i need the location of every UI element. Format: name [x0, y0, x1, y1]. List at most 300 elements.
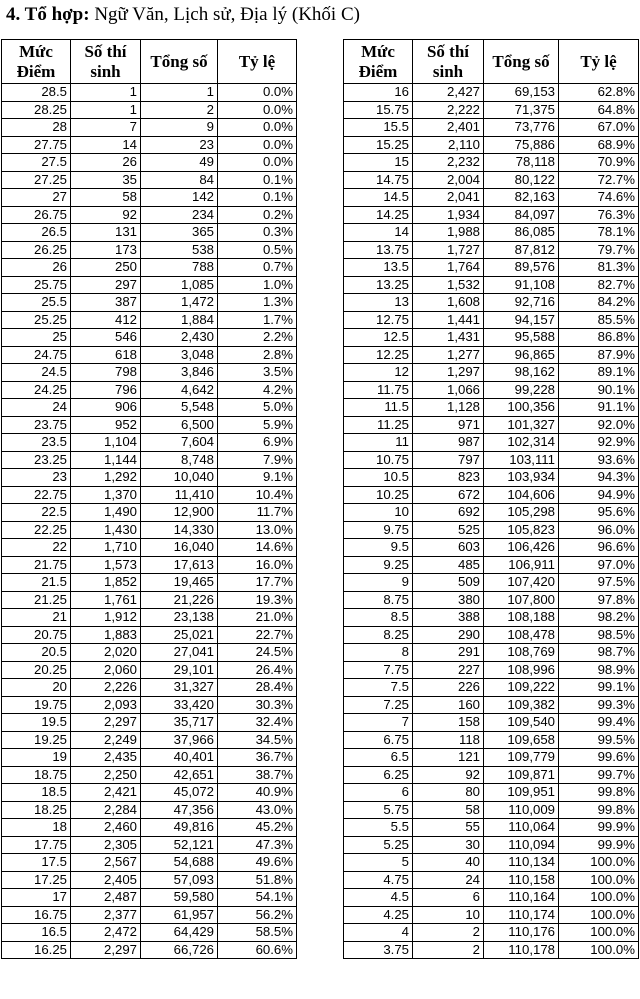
cell-count: 92	[71, 206, 141, 224]
cell-count: 160	[413, 696, 484, 714]
cell-score: 21.75	[2, 556, 71, 574]
table-row	[344, 836, 639, 854]
cell-total: 12,900	[141, 504, 218, 522]
cell-count: 2,377	[71, 906, 141, 924]
cell-score: 8	[344, 644, 413, 662]
table-row	[2, 784, 297, 802]
cell-count: 2,020	[71, 644, 141, 662]
cell-rate: 0.5%	[218, 241, 297, 259]
table-row	[344, 469, 639, 487]
table-row	[2, 556, 297, 574]
cell-total: 57,093	[141, 871, 218, 889]
cell-score: 16	[344, 84, 413, 102]
cell-count: 1,292	[71, 469, 141, 487]
cell-score: 24.25	[2, 381, 71, 399]
cell-rate: 96.6%	[559, 539, 639, 557]
cell-score: 9.75	[344, 521, 413, 539]
table-row	[2, 206, 297, 224]
cell-total: 104,606	[484, 486, 559, 504]
cell-count: 1	[71, 101, 141, 119]
header-count: Số thí sinh	[71, 40, 141, 84]
cell-rate: 32.4%	[218, 714, 297, 732]
table-row	[2, 101, 297, 119]
cell-total: 27,041	[141, 644, 218, 662]
cell-rate: 98.5%	[559, 626, 639, 644]
cell-score: 16.25	[2, 941, 71, 959]
cell-score: 5	[344, 854, 413, 872]
cell-rate: 0.7%	[218, 259, 297, 277]
cell-count: 80	[413, 784, 484, 802]
cell-score: 26.5	[2, 224, 71, 242]
cell-total: 234	[141, 206, 218, 224]
table-row	[2, 801, 297, 819]
cell-total: 2	[141, 101, 218, 119]
cell-score: 23.75	[2, 416, 71, 434]
table-row	[344, 521, 639, 539]
table-row	[344, 399, 639, 417]
cell-score: 25.25	[2, 311, 71, 329]
cell-count: 692	[413, 504, 484, 522]
cell-count: 2,110	[413, 136, 484, 154]
cell-count: 672	[413, 486, 484, 504]
cell-rate: 49.6%	[218, 854, 297, 872]
cell-rate: 19.3%	[218, 591, 297, 609]
cell-total: 5,548	[141, 399, 218, 417]
table-row	[2, 889, 297, 907]
cell-total: 105,823	[484, 521, 559, 539]
section-number: 4. Tổ hợp:	[6, 4, 90, 25]
cell-total: 6,500	[141, 416, 218, 434]
table-row	[2, 241, 297, 259]
cell-rate: 72.7%	[559, 171, 639, 189]
cell-total: 108,996	[484, 661, 559, 679]
cell-rate: 2.8%	[218, 346, 297, 364]
table-row	[2, 731, 297, 749]
table-row	[344, 119, 639, 137]
cell-rate: 99.6%	[559, 749, 639, 767]
cell-rate: 98.2%	[559, 609, 639, 627]
table-row	[2, 224, 297, 242]
cell-total: 23	[141, 136, 218, 154]
cell-score: 14	[344, 224, 413, 242]
cell-score: 26	[2, 259, 71, 277]
cell-count: 380	[413, 591, 484, 609]
table-row	[2, 644, 297, 662]
cell-rate: 100.0%	[559, 871, 639, 889]
table-row	[2, 381, 297, 399]
table-row	[344, 906, 639, 924]
table-row	[344, 661, 639, 679]
cell-score: 23	[2, 469, 71, 487]
cell-total: 109,779	[484, 749, 559, 767]
cell-count: 987	[413, 434, 484, 452]
cell-total: 110,164	[484, 889, 559, 907]
cell-score: 19	[2, 749, 71, 767]
table-row	[2, 679, 297, 697]
cell-rate: 98.7%	[559, 644, 639, 662]
table-row	[2, 539, 297, 557]
cell-count: 2,297	[71, 714, 141, 732]
cell-score: 28.5	[2, 84, 71, 102]
cell-count: 2,435	[71, 749, 141, 767]
cell-rate: 84.2%	[559, 294, 639, 312]
cell-total: 19,465	[141, 574, 218, 592]
cell-count: 525	[413, 521, 484, 539]
table-row	[2, 451, 297, 469]
cell-count: 2,222	[413, 101, 484, 119]
cell-rate: 0.1%	[218, 171, 297, 189]
cell-rate: 58.5%	[218, 924, 297, 942]
cell-count: 796	[71, 381, 141, 399]
cell-total: 3,048	[141, 346, 218, 364]
cell-total: 9	[141, 119, 218, 137]
cell-score: 10.25	[344, 486, 413, 504]
table-row	[344, 136, 639, 154]
cell-score: 8.5	[344, 609, 413, 627]
cell-total: 94,157	[484, 311, 559, 329]
cell-total: 37,966	[141, 731, 218, 749]
table-row	[2, 521, 297, 539]
table-row	[2, 504, 297, 522]
cell-score: 27.75	[2, 136, 71, 154]
table-body-left	[2, 84, 297, 959]
table-row	[344, 241, 639, 259]
header-rate: Tỷ lệ	[218, 40, 297, 84]
cell-count: 7	[71, 119, 141, 137]
table-row	[344, 84, 639, 102]
table-row	[344, 206, 639, 224]
cell-score: 6	[344, 784, 413, 802]
cell-total: 61,957	[141, 906, 218, 924]
table-row	[344, 696, 639, 714]
cell-count: 603	[413, 539, 484, 557]
cell-rate: 0.0%	[218, 154, 297, 172]
cell-count: 2,487	[71, 889, 141, 907]
table-row	[344, 434, 639, 452]
table-row	[2, 486, 297, 504]
cell-count: 24	[413, 871, 484, 889]
cell-rate: 74.6%	[559, 189, 639, 207]
cell-total: 788	[141, 259, 218, 277]
cell-rate: 1.3%	[218, 294, 297, 312]
cell-count: 26	[71, 154, 141, 172]
cell-rate: 99.7%	[559, 766, 639, 784]
cell-score: 27.25	[2, 171, 71, 189]
cell-rate: 100.0%	[559, 924, 639, 942]
cell-score: 4.5	[344, 889, 413, 907]
cell-rate: 7.9%	[218, 451, 297, 469]
cell-score: 14.75	[344, 171, 413, 189]
cell-score: 21	[2, 609, 71, 627]
cell-total: 98,162	[484, 364, 559, 382]
cell-count: 55	[413, 819, 484, 837]
cell-count: 1,710	[71, 539, 141, 557]
cell-rate: 2.2%	[218, 329, 297, 347]
cell-score: 15	[344, 154, 413, 172]
cell-total: 110,134	[484, 854, 559, 872]
cell-rate: 11.7%	[218, 504, 297, 522]
cell-score: 20.5	[2, 644, 71, 662]
cell-rate: 99.9%	[559, 836, 639, 854]
cell-score: 7.5	[344, 679, 413, 697]
table-row	[2, 696, 297, 714]
table-row	[344, 416, 639, 434]
table-row	[2, 626, 297, 644]
cell-score: 18	[2, 819, 71, 837]
table-row	[344, 574, 639, 592]
cell-total: 49,816	[141, 819, 218, 837]
cell-score: 28.25	[2, 101, 71, 119]
cell-count: 485	[413, 556, 484, 574]
cell-count: 1,934	[413, 206, 484, 224]
cell-rate: 100.0%	[559, 889, 639, 907]
score-table-right	[343, 39, 639, 959]
cell-total: 108,478	[484, 626, 559, 644]
cell-rate: 43.0%	[218, 801, 297, 819]
cell-score: 3.75	[344, 941, 413, 959]
cell-score: 20	[2, 679, 71, 697]
cell-score: 7.25	[344, 696, 413, 714]
table-row	[2, 749, 297, 767]
table-row	[344, 924, 639, 942]
table-row	[2, 346, 297, 364]
table-row	[344, 276, 639, 294]
table-row	[344, 749, 639, 767]
cell-count: 1,883	[71, 626, 141, 644]
cell-total: 42,651	[141, 766, 218, 784]
cell-rate: 96.0%	[559, 521, 639, 539]
cell-rate: 64.8%	[559, 101, 639, 119]
table-row	[2, 136, 297, 154]
cell-score: 15.75	[344, 101, 413, 119]
table-row	[344, 224, 639, 242]
cell-total: 73,776	[484, 119, 559, 137]
cell-count: 1,297	[413, 364, 484, 382]
cell-score: 16.75	[2, 906, 71, 924]
cell-total: 110,064	[484, 819, 559, 837]
cell-rate: 21.0%	[218, 609, 297, 627]
cell-count: 1,988	[413, 224, 484, 242]
cell-total: 1	[141, 84, 218, 102]
cell-rate: 1.0%	[218, 276, 297, 294]
cell-score: 9.5	[344, 539, 413, 557]
cell-count: 131	[71, 224, 141, 242]
table-row	[2, 119, 297, 137]
table-row	[2, 189, 297, 207]
cell-total: 64,429	[141, 924, 218, 942]
cell-rate: 100.0%	[559, 906, 639, 924]
cell-count: 1,104	[71, 434, 141, 452]
table-row	[344, 609, 639, 627]
cell-count: 2,427	[413, 84, 484, 102]
cell-rate: 99.4%	[559, 714, 639, 732]
cell-total: 1,884	[141, 311, 218, 329]
cell-total: 71,375	[484, 101, 559, 119]
cell-score: 15.5	[344, 119, 413, 137]
cell-count: 297	[71, 276, 141, 294]
table-row	[2, 259, 297, 277]
cell-total: 110,178	[484, 941, 559, 959]
cell-total: 1,085	[141, 276, 218, 294]
cell-count: 40	[413, 854, 484, 872]
cell-total: 8,748	[141, 451, 218, 469]
cell-total: 31,327	[141, 679, 218, 697]
header-count: Số thí sinh	[413, 40, 484, 84]
cell-score: 7.75	[344, 661, 413, 679]
table-row	[344, 294, 639, 312]
cell-total: 109,540	[484, 714, 559, 732]
header-total: Tổng số	[484, 40, 559, 84]
cell-rate: 99.8%	[559, 801, 639, 819]
table-row	[344, 556, 639, 574]
cell-rate: 100.0%	[559, 941, 639, 959]
cell-rate: 28.4%	[218, 679, 297, 697]
cell-total: 78,118	[484, 154, 559, 172]
cell-rate: 99.5%	[559, 731, 639, 749]
cell-total: 91,108	[484, 276, 559, 294]
table-row	[344, 329, 639, 347]
cell-total: 47,356	[141, 801, 218, 819]
cell-rate: 92.0%	[559, 416, 639, 434]
table-row	[2, 836, 297, 854]
cell-total: 110,174	[484, 906, 559, 924]
cell-count: 798	[71, 364, 141, 382]
cell-total: 109,382	[484, 696, 559, 714]
cell-rate: 26.4%	[218, 661, 297, 679]
cell-count: 226	[413, 679, 484, 697]
cell-total: 101,327	[484, 416, 559, 434]
table-row	[344, 346, 639, 364]
cell-score: 6.25	[344, 766, 413, 784]
cell-score: 12.5	[344, 329, 413, 347]
cell-count: 1,441	[413, 311, 484, 329]
cell-rate: 0.0%	[218, 84, 297, 102]
cell-score: 16.5	[2, 924, 71, 942]
table-row	[2, 311, 297, 329]
table-row	[344, 801, 639, 819]
cell-count: 121	[413, 749, 484, 767]
cell-count: 1,128	[413, 399, 484, 417]
table-row	[344, 504, 639, 522]
cell-score: 11	[344, 434, 413, 452]
cell-count: 2,284	[71, 801, 141, 819]
cell-total: 4,642	[141, 381, 218, 399]
table-row	[344, 941, 639, 959]
cell-total: 89,576	[484, 259, 559, 277]
cell-rate: 9.1%	[218, 469, 297, 487]
cell-score: 11.5	[344, 399, 413, 417]
cell-rate: 76.3%	[559, 206, 639, 224]
cell-count: 1,912	[71, 609, 141, 627]
cell-score: 25.75	[2, 276, 71, 294]
cell-count: 30	[413, 836, 484, 854]
cell-score: 22	[2, 539, 71, 557]
cell-count: 971	[413, 416, 484, 434]
cell-rate: 22.7%	[218, 626, 297, 644]
cell-count: 2,460	[71, 819, 141, 837]
cell-total: 110,176	[484, 924, 559, 942]
cell-total: 109,951	[484, 784, 559, 802]
cell-score: 18.5	[2, 784, 71, 802]
header-score: Mức Điểm	[344, 40, 413, 84]
cell-count: 173	[71, 241, 141, 259]
cell-total: 105,298	[484, 504, 559, 522]
header-total: Tổng số	[141, 40, 218, 84]
cell-rate: 78.1%	[559, 224, 639, 242]
cell-score: 22.75	[2, 486, 71, 504]
cell-rate: 14.6%	[218, 539, 297, 557]
table-row	[344, 171, 639, 189]
cell-score: 27.5	[2, 154, 71, 172]
cell-count: 618	[71, 346, 141, 364]
table-row	[2, 941, 297, 959]
cell-rate: 13.0%	[218, 521, 297, 539]
cell-score: 27	[2, 189, 71, 207]
cell-total: 103,934	[484, 469, 559, 487]
table-row	[2, 469, 297, 487]
cell-score: 21.25	[2, 591, 71, 609]
cell-count: 2,421	[71, 784, 141, 802]
cell-rate: 5.9%	[218, 416, 297, 434]
cell-score: 10.75	[344, 451, 413, 469]
cell-total: 52,121	[141, 836, 218, 854]
cell-score: 12.25	[344, 346, 413, 364]
cell-total: 35,717	[141, 714, 218, 732]
cell-total: 106,426	[484, 539, 559, 557]
cell-count: 546	[71, 329, 141, 347]
table-row	[344, 871, 639, 889]
cell-total: 21,226	[141, 591, 218, 609]
cell-score: 22.5	[2, 504, 71, 522]
cell-count: 1,761	[71, 591, 141, 609]
cell-total: 106,911	[484, 556, 559, 574]
cell-total: 86,085	[484, 224, 559, 242]
cell-rate: 0.1%	[218, 189, 297, 207]
cell-rate: 67.0%	[559, 119, 639, 137]
cell-total: 95,588	[484, 329, 559, 347]
table-body-right	[344, 84, 639, 959]
cell-score: 19.75	[2, 696, 71, 714]
cell-score: 23.25	[2, 451, 71, 469]
cell-count: 1,430	[71, 521, 141, 539]
cell-count: 2,250	[71, 766, 141, 784]
cell-total: 29,101	[141, 661, 218, 679]
cell-count: 1,764	[413, 259, 484, 277]
cell-total: 2,430	[141, 329, 218, 347]
cell-count: 387	[71, 294, 141, 312]
table-row	[2, 609, 297, 627]
cell-total: 25,021	[141, 626, 218, 644]
cell-rate: 0.0%	[218, 119, 297, 137]
cell-total: 59,580	[141, 889, 218, 907]
cell-total: 40,401	[141, 749, 218, 767]
cell-score: 14.25	[344, 206, 413, 224]
table-row	[344, 486, 639, 504]
cell-total: 7,604	[141, 434, 218, 452]
table-row	[2, 661, 297, 679]
cell-rate: 90.1%	[559, 381, 639, 399]
cell-count: 2,004	[413, 171, 484, 189]
table-row	[2, 714, 297, 732]
cell-count: 1,370	[71, 486, 141, 504]
cell-count: 797	[413, 451, 484, 469]
cell-score: 25.5	[2, 294, 71, 312]
cell-score: 20.75	[2, 626, 71, 644]
cell-rate: 91.1%	[559, 399, 639, 417]
table-row	[344, 784, 639, 802]
cell-rate: 81.3%	[559, 259, 639, 277]
table-row	[344, 154, 639, 172]
